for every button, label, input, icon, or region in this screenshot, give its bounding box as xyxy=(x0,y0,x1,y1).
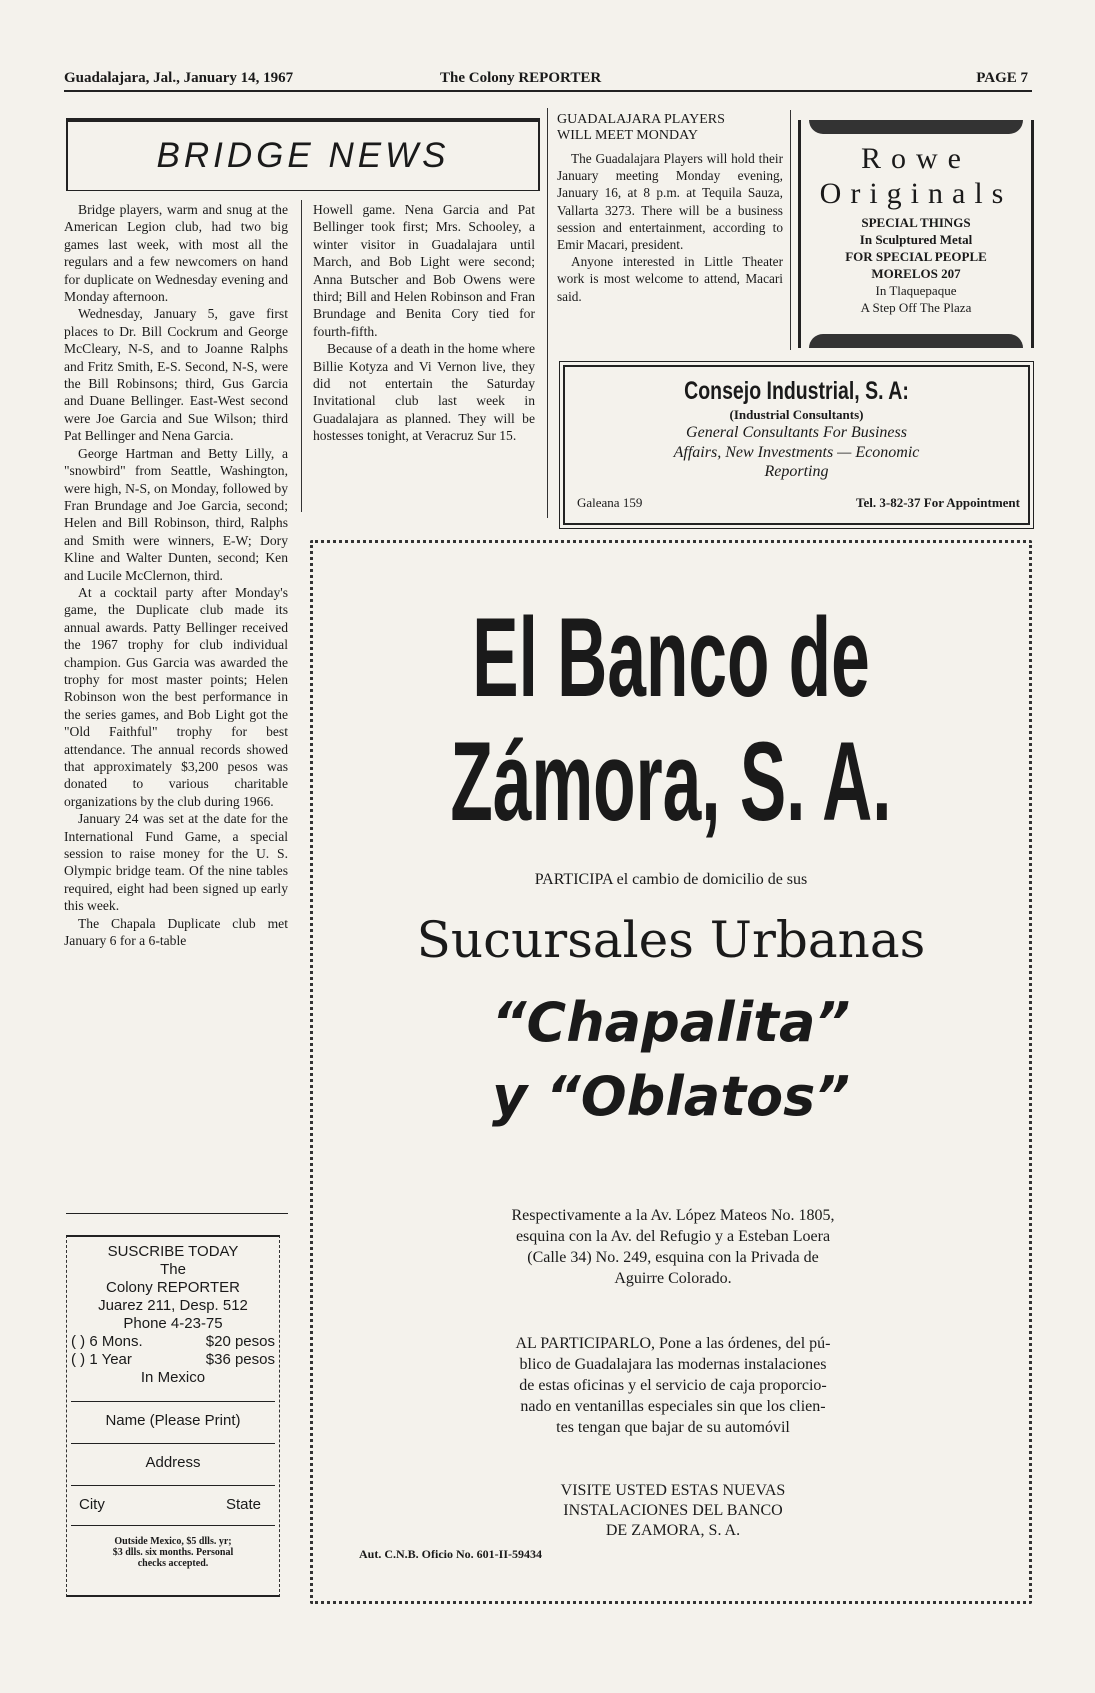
rowe-line: In Sculptured Metal xyxy=(859,232,973,247)
subscribe-line: Phone 4-23-75 xyxy=(123,1315,223,1332)
banco-visit-line: INSTALACIONES DEL BANCO xyxy=(563,1502,783,1519)
subscribe-footnote: checks accepted. xyxy=(137,1558,209,1569)
subscribe-state-field[interactable]: State xyxy=(225,1496,261,1513)
players-headline-2: WILL MEET MONDAY xyxy=(557,128,699,143)
banco-visit-line: DE ZAMORA, S. A. xyxy=(605,1522,741,1539)
rowe-originals-ad xyxy=(798,120,1034,348)
consejo-line: Affairs, New Investments — Economic xyxy=(673,444,920,461)
page-header xyxy=(64,68,1032,92)
column-divider xyxy=(301,200,302,512)
bridge-paragraph: Because of a death in the home where Billie Kotyza and Vi Vernon live, they did not entertain the Saturday Invitational club last week in Guadalajara as planned. They will be hostesses tonight, at Veracruz Sur 15. xyxy=(313,341,535,444)
players-body-2: Anyone interested in Little Theater work is most welcome to attend, Macari said. xyxy=(557,254,783,304)
banco-address-line: esquina con la Av. del Refugio y a Esteban Loera xyxy=(515,1228,831,1245)
banco-oblatos: y “Oblatos” xyxy=(491,1065,851,1128)
rowe-line: In Tlaquepaque xyxy=(875,283,957,298)
bridge-paragraph: The Chapala Duplicate club met January 6 for a 6-table xyxy=(64,915,288,949)
banco-visit-line: VISITE USTED ESTAS NUEVAS xyxy=(560,1482,786,1499)
bridge-paragraph: Bridge players, warm and snug at the American Legion club, had two big games last week, with most all the regulars and a few newcomers on hand for duplicate on Wednesday evening and Monday afternoon. xyxy=(64,202,288,305)
banco-zamora-ad xyxy=(310,540,1032,1604)
banco-authorization: Aut. C.N.B. Oficio No. 601-II-59434 xyxy=(359,1547,542,1561)
bridge-paragraph: At a cocktail party after Monday's game, the Duplicate club made its annual awards. Patty Bellinger received the 1967 trophy for club individual champion. Gus Garcia was awarded the trophy for most master points; Helen Robinson won the best performance in the series games, and Bob Light got the "Old Faithful" trophy for best attendance. The annual records showed that approximately $3,200 pesos was donated to various charitable organizations by the club during 1966. xyxy=(64,584,288,809)
banco-title-2: Zámora, S. A. xyxy=(450,719,892,844)
consejo-line: Reporting xyxy=(764,463,829,480)
subscribe-option-price: $20 pesos xyxy=(205,1333,275,1350)
players-article xyxy=(557,112,783,305)
bridge-column-1 xyxy=(64,201,288,949)
banco-chapalita: “Chapalita” xyxy=(491,991,851,1054)
consejo-name: Consejo Industrial, S. A: xyxy=(684,377,909,405)
header-paper-name: The Colony REPORTER xyxy=(440,70,602,86)
column-divider xyxy=(790,110,791,350)
subscription-coupon xyxy=(66,1235,280,1597)
header-location-date: Guadalajara, Jal., January 14, 1967 xyxy=(64,70,294,86)
banco-title-1: El Banco de xyxy=(472,595,870,720)
subscribe-footnote: $3 dlls. six months. Personal xyxy=(112,1547,234,1558)
banco-service-line: tes tengan que bajar de su automóvil xyxy=(556,1419,790,1436)
consejo-address: Galeana 159 xyxy=(577,495,643,510)
subscribe-option-label: ( ) 6 Mons. xyxy=(71,1333,143,1350)
banco-service-block xyxy=(393,1333,953,1438)
bridge-paragraph: Howell game. Nena Garcia and Pat Bellinger took first; Mrs. Schooley, a winter visitor in Guadalajara until March, and Bob Light were second; Anna Butscher and Bob Owens were third; Bill and Helen Robinson and Fran Brundage and Benita Cory tied for fourth-fifth. xyxy=(313,202,535,339)
subscribe-region: In Mexico xyxy=(140,1369,206,1386)
rowe-line: A Step Off The Plaza xyxy=(860,300,972,315)
subscribe-option-label: ( ) 1 Year xyxy=(71,1351,132,1368)
banco-service-line: blico de Guadalajara las modernas instalaciones xyxy=(519,1356,827,1373)
banco-address-line: Respectivamente a la Av. López Mateos No. 1805, xyxy=(511,1207,835,1224)
subscribe-line: Juarez 211, Desp. 512 xyxy=(98,1297,248,1314)
bridge-column-2 xyxy=(313,201,535,445)
column-end-rule xyxy=(66,1213,288,1214)
consejo-subtitle: (Industrial Consultants) xyxy=(729,407,864,422)
banco-address-block xyxy=(393,1205,953,1289)
column-divider xyxy=(547,108,548,518)
ad-decorative-band xyxy=(809,334,1023,348)
banco-sucursales: Sucursales Urbanas xyxy=(416,911,926,969)
subscribe-option-1-year[interactable] xyxy=(71,1351,275,1369)
rowe-line: MORELOS 207 xyxy=(871,266,961,281)
subscribe-option-6-months[interactable] xyxy=(71,1333,275,1351)
subscribe-line: Colony REPORTER xyxy=(106,1279,240,1296)
rowe-line: FOR SPECIAL PEOPLE xyxy=(845,249,987,264)
subscribe-address-field[interactable]: Address xyxy=(145,1454,201,1471)
subscribe-line: The xyxy=(160,1261,186,1278)
bridge-paragraph: January 24 was set at the date for the International Fund Game, a special session to raise money for the U. S. Olympic bridge team. Of the nine tables required, eight had been signed up early this week. xyxy=(64,811,288,914)
players-body: The Guadalajara Players will hold their January meeting Monday evening, January 16, at 8 p.m. at Tequila Sauza, Vallarta 3273. There will be a business session and entertainment, according to Emir Macari, president. xyxy=(557,151,783,253)
banco-service-line: nado en ventanillas especiales sin que los clien- xyxy=(520,1398,826,1415)
ad-decorative-band xyxy=(809,120,1023,134)
bridge-paragraph: George Hartman and Betty Lilly, a "snowbird" from Seattle, Washington, were high, N-S, on Monday, followed by Fran Brundage and Joe Garcia, second; Helen and Bill Robinson, third, Ralphs and Smith were winners, E-W; Dory Kline and Walter Dunten, second; Ken and Lucile McClernon, third. xyxy=(64,445,288,583)
bridge-paragraph: Wednesday, January 5, gave first places to Dr. Bill Cockrum and George McCleary, N-S, and to Joanne Ralphs and Fritz Smith, E-S. Second, N-S, were the Bill Robinsons; third, Gus Garcia and Duane Bellinger. East-West second were Joe Garcia and Sue Wilson; third Pat Bellinger and Nena Garcia. xyxy=(64,306,288,444)
banco-service-line: de estas oficinas y el servicio de caja proporcio- xyxy=(519,1377,827,1394)
subscribe-name-field[interactable]: Name (Please Print) xyxy=(105,1412,241,1429)
subscribe-city-field[interactable]: City xyxy=(79,1496,105,1513)
bridge-news-title-box xyxy=(66,118,540,191)
header-page-number: PAGE 7 xyxy=(976,70,1028,86)
players-headline-1: GUADALAJARA PLAYERS xyxy=(557,112,725,127)
rowe-name-1: Rowe xyxy=(861,142,971,175)
consejo-line: General Consultants For Business xyxy=(686,424,907,441)
bridge-news-title: BRIDGE NEWS xyxy=(156,136,450,175)
consejo-industrial-ad xyxy=(563,365,1030,525)
banco-address-line: Aguirre Colorado. xyxy=(614,1270,732,1287)
banco-visit-block xyxy=(393,1481,953,1541)
rowe-name-2: Originals xyxy=(819,177,1013,210)
consejo-phone: Tel. 3-82-37 For Appointment xyxy=(856,495,1020,510)
banco-address-line: (Calle 34) No. 249, esquina con la Privada de xyxy=(527,1249,819,1266)
banco-service-line: AL PARTICIPARLO, Pone a las órdenes, del pú- xyxy=(515,1335,831,1352)
banco-participa: PARTICIPA el cambio de domicilio de sus xyxy=(534,871,808,888)
subscribe-footnote: Outside Mexico, $5 dlls. yr; xyxy=(114,1536,232,1547)
subscribe-line: SUSCRIBE TODAY xyxy=(107,1243,239,1260)
subscribe-option-price: $36 pesos xyxy=(205,1351,275,1368)
rowe-line: SPECIAL THINGS xyxy=(861,215,971,230)
